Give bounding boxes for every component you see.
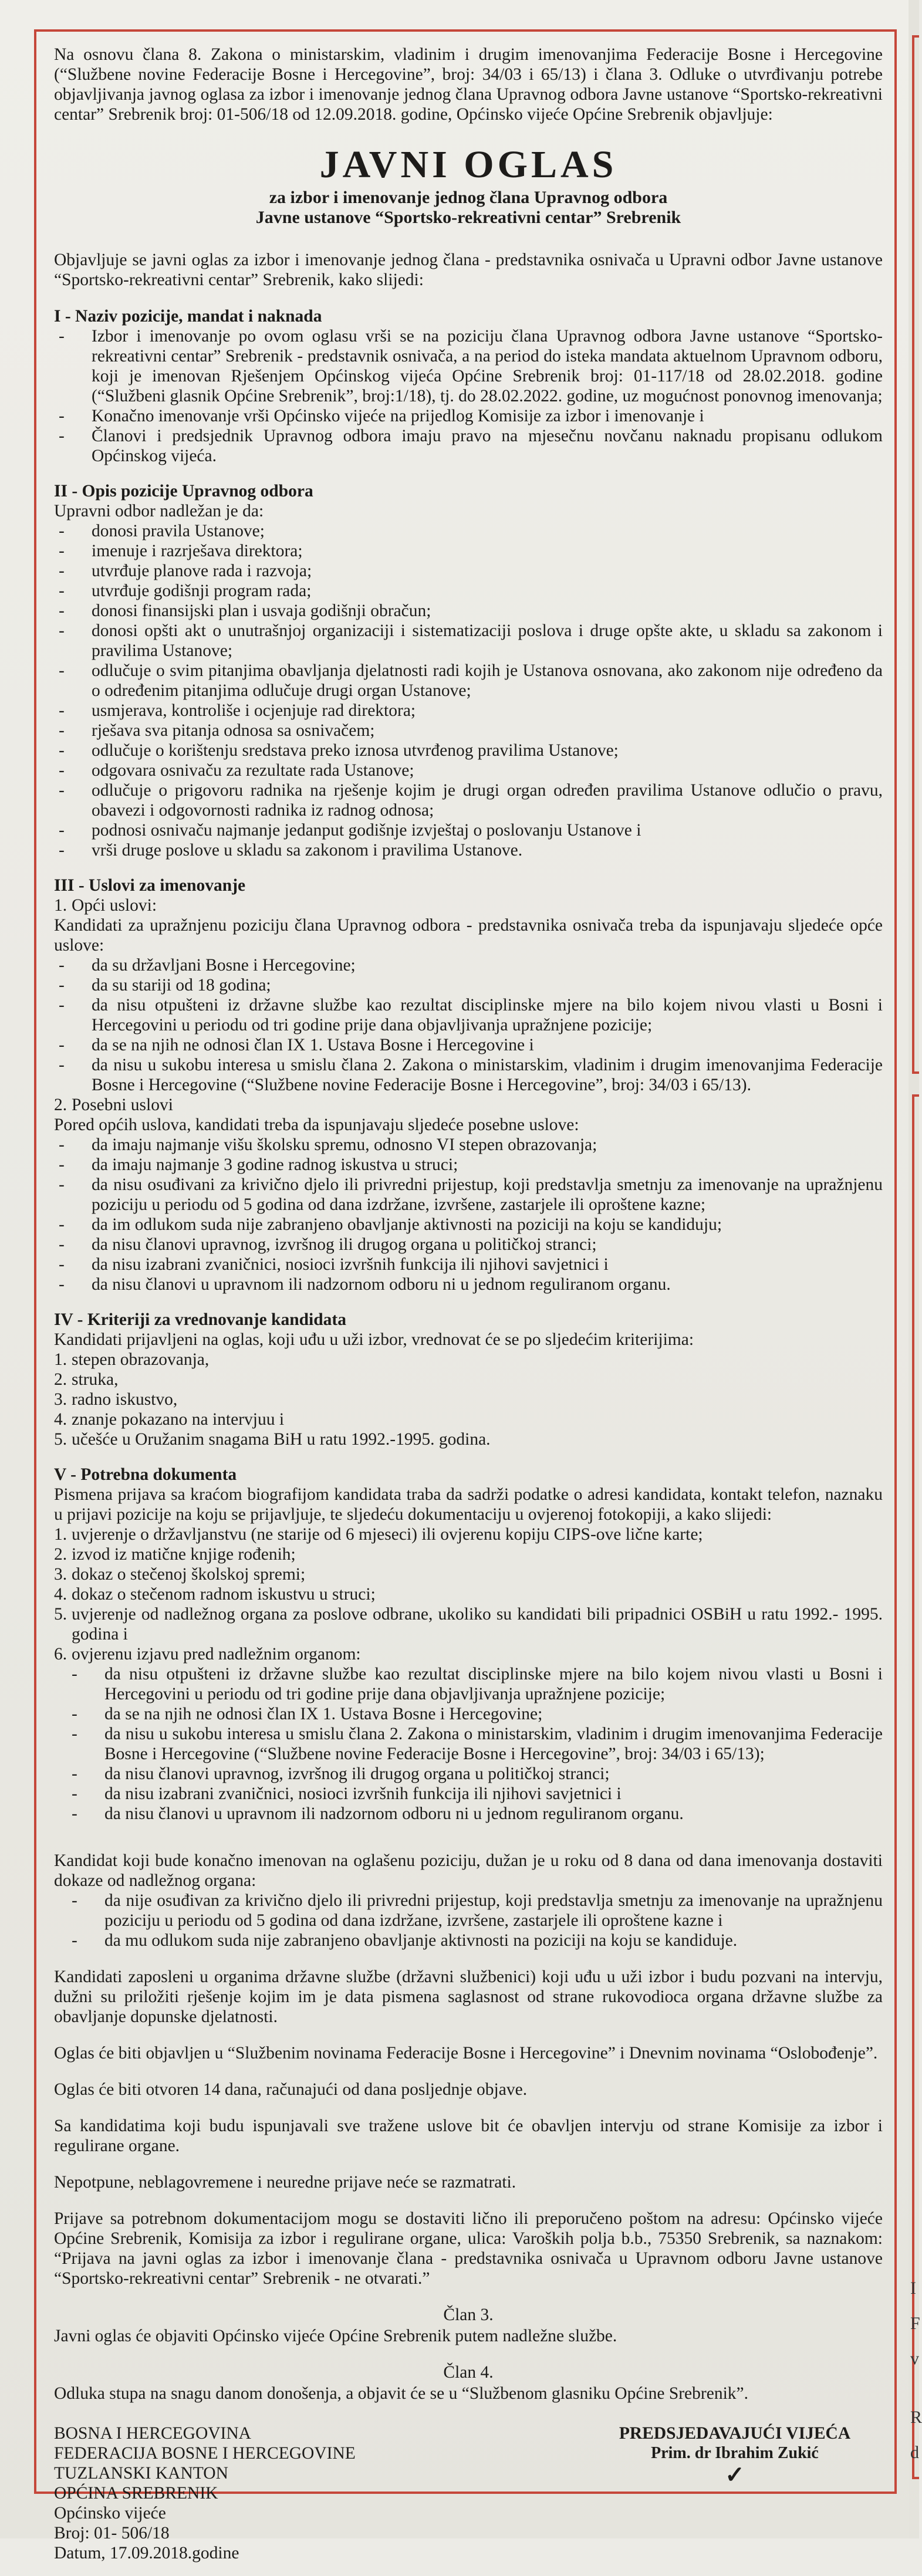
item-number: 2. xyxy=(54,1545,67,1564)
adjacent-column-fragment xyxy=(910,2271,922,2470)
list-item: - da nisu otpušteni iz državne službe kao rezultat disciplinske mjere na bilo kojem nivou vlasti u Bosni i Hercegovini u periodu od tri godine prije dana objavljivanja upražnjene pozicije; xyxy=(54,995,883,1035)
list-item xyxy=(54,1564,883,1584)
list-item xyxy=(54,1390,883,1409)
issuer-line: Datum, 17.09.2018.godine xyxy=(54,2544,239,2563)
list-item xyxy=(54,1350,883,1370)
edge-letter: d xyxy=(910,2443,919,2462)
item-number: 3. xyxy=(54,1565,67,1584)
list-item: - da nisu u sukobu interesa u smislu člana 2. Zakona o ministarskim, vladinim i drugim imenovanjima Federacije Bosne i Hercegovine (“Službene novine Federacije Bosne i Hercegovine”, broj: 34/03 i 65/13). xyxy=(54,1055,883,1095)
announcement-body xyxy=(54,45,883,2576)
civil-servants-paragraph: Kandidati zaposleni u organima državne službe (državni službenici) koji uđu u uži izbor i budu pozvani na intervju, dužni su priložiti rješenje kojim im je data pismena saglasnost od strane rukovodioca organa državne službe za obavljanje dopunske djelatnosti. xyxy=(54,1968,883,2026)
submission-address-paragraph: Prijave sa potrebnom dokumentacijom mogu se dostaviti lično ili preporučeno poštom na adresu: Općinsko vijeće Općine Srebrenik, Komisija za izbor i regulirane organe, ulica: Varoških polja b.b., 75350 Srebrenik, sa naznakom: “Prijava na javni oglas za izbor i imenovanje člana - predstavnika osnivača u Upravnom odboru Javne ustanove “Sportsko-rekreativni centar” Srebrenik - ne otvarati.” xyxy=(54,2209,883,2288)
item-label: Posebni uslovi xyxy=(72,1096,173,1114)
item-text: uvjerenje o državljanstvu (ne starije od 6 mjeseci) ili ovjerenu kopiju CIPS-ove lične karte; xyxy=(72,1525,703,1544)
list-item: - da mu odlukom suda nije zabranjeno obavljanje aktivnosti na poziciji na koju se kandiduje. xyxy=(54,1931,883,1950)
list-item: - donosi pravila Ustanove; xyxy=(54,521,883,541)
list-item: - odlučuje o korištenju sredstava preko iznosa utvrđenog pravilima Ustanove; xyxy=(54,741,883,760)
list-item: - da se na njih ne odnosi član IX 1. Ustava Bosne i Hercegovine i xyxy=(54,1035,883,1055)
list-item: - da nisu izabrani zvaničnici, nosioci izvršnih funkcija ili njihovi savjetnici i xyxy=(54,1255,883,1275)
publication-paragraph: Oglas će biti objavljen u “Službenim novinama Federacije Bosne i Hercegovine” i Dnevnim novinama “Oslobođenje”. xyxy=(54,2044,878,2063)
list-item: - odlučuje o prigovoru radnika na rješenje kojim je drugi organ određen pravilima Ustanove odlučio o pravu, obavezi i odgovornosti radnika iz radnog odnosa; xyxy=(54,780,883,820)
item-text: dokaz o stečenom radnom iskustvu u struci; xyxy=(72,1585,376,1604)
list-item: - rješava sva pitanja odnosa sa osnivačem; xyxy=(54,721,883,741)
list-item: - da nisu članovi upravnog, izvršnog ili drugog organa u političkoj stranci; xyxy=(54,1235,883,1255)
article-4-heading: Član 4. xyxy=(443,2363,494,2382)
section-lead: Pored općih uslova, kandidati treba da ispunjavaju sljedeće posebne uslove: xyxy=(54,1115,579,1134)
signature-mark: ✓ xyxy=(725,2462,745,2488)
list-item: - da nisu otpušteni iz državne službe kao rezultat disciplinske mjere na bilo kojem nivou vlasti u Bosni i Hercegovini u periodu od tri godine prije dana objavljivanja upražnjene pozicije; xyxy=(54,1664,883,1704)
list-item: - utvrđuje godišnji program rada; xyxy=(54,581,883,601)
announcement-subtitle: za izbor i imenovanje jednog člana Upravnog odbora xyxy=(269,188,668,207)
list-item xyxy=(54,1604,883,1644)
list-item: - imenuje i razrješava direktora; xyxy=(54,541,883,561)
list-item: - da nisu osuđivani za krivično djelo ili privredni prijestup, koji predstavlja smetnju za imenovanje na upražnjenu poziciju u periodu od 5 godina od dana izdržane, izvršene, zastarjele ili oproštene kazne; xyxy=(54,1175,883,1215)
edge-letter: F xyxy=(910,2314,920,2333)
documents-list xyxy=(54,1524,883,1664)
item-text: dokaz o stečenoj školskoj spremi; xyxy=(72,1565,306,1584)
announcement-subtitle-institution: Javne ustanove “Sportsko-rekreativni centar” Srebrenik xyxy=(255,208,681,227)
issuer-block xyxy=(54,2423,465,2563)
list-item: - da nisu izabrani zvaničnici, nosioci izvršnih funkcija ili njihovi savjetnici i xyxy=(54,1784,883,1804)
incomplete-applications-paragraph: Nepotpune, neblagovremene i neuredne prijave neće se razmatrati. xyxy=(54,2173,516,2192)
list-item xyxy=(54,1584,883,1604)
section-heading-criteria: IV - Kriteriji za vrednovanje kandidata xyxy=(54,1310,346,1329)
item-text: izvod iz matične knjige rođenih; xyxy=(72,1545,296,1564)
adjacent-ad-border-top xyxy=(912,35,919,1074)
issuer-line: OPĆINA SREBRENIK xyxy=(54,2484,218,2503)
item-number: 1. xyxy=(54,896,67,915)
list-item: - da su državljani Bosne i Hercegovine; xyxy=(54,955,883,975)
interview-paragraph: Sa kandidatima koji budu ispunjavali sve tražene uslove bit će obavljen intervju od strane Komisije za izbor i regulirane organe. xyxy=(54,2117,883,2155)
item-number: 1. xyxy=(54,1525,67,1544)
list-item: - usmjerava, kontroliše i ocjenjuje rad direktora; xyxy=(54,701,883,721)
chairman-name: Prim. dr Ibrahim Zukić xyxy=(651,2444,819,2462)
item-text: uvjerenje od nadležnog organa za poslove odbrane, ukoliko su kandidati bili pripadnici OSBiH u ratu 1992.- 1995. godina i xyxy=(72,1605,883,1644)
list-item xyxy=(54,1544,883,1564)
list-item: - odgovara osnivaču za rezultate rada Ustanove; xyxy=(54,760,883,780)
item-text: radno iskustvo, xyxy=(72,1390,178,1409)
issuer-line: Broj: 01- 506/18 xyxy=(54,2524,170,2543)
list-item: - da nisu u sukobu interesa u smislu člana 2. Zakona o ministarskim, vladinim i drugim imenovanjima Federacije Bosne i Hercegovine (“Službene novine Federacije Bosne i Hercegovine”, broj: 34/03 i 65/13); xyxy=(54,1724,883,1764)
lead-paragraph: Objavljuje se javni oglas za izbor i imenovanje jednog člana - predstavnika osnivača u Upravni odbor Javne ustanove “Sportsko-rekreativni centar” Srebrenik, kako slijedi: xyxy=(54,251,883,289)
list-item: - da imaju najmanje višu školsku spremu, odnosno VI stepen obrazovanja; xyxy=(54,1135,883,1155)
edge-letter: I xyxy=(910,2278,916,2298)
list-item: - da se na njih ne odnosi član IX 1. Ustava Bosne i Hercegovine; xyxy=(54,1704,883,1724)
list-item: - da nisu članovi u upravnom ili nadzornom odboru ni u jednom reguliranom organu. xyxy=(54,1275,883,1294)
list-item: - Članovi i predsjednik Upravnog odbora imaju pravo na mjesečnu novčanu naknadu propisanu odlukom Općinskog vijeća. xyxy=(54,426,883,466)
section-heading-description: II - Opis pozicije Upravnog odbora xyxy=(54,482,313,501)
section-lead: Upravni odbor nadležan je da: xyxy=(54,502,264,520)
list-item: - da su stariji od 18 godina; xyxy=(54,975,883,995)
duties-list xyxy=(54,521,883,860)
section-lead: Kandidati prijavljeni na oglas, koji uđu u uži izbor, vrednovat će se po sljedećim kriterijima: xyxy=(54,1330,694,1349)
list-item: - donosi opšti akt o unutrašnjoj organizaciji i sistematizaciji poslova i druge opšte akte, u skladu sa zakonom i pravilima Ustanove; xyxy=(54,621,883,661)
item-text: ovjerenu izjavu pred nadležnim organom: xyxy=(72,1645,361,1664)
signature-block xyxy=(54,2423,883,2576)
list-item xyxy=(54,1429,883,1449)
duration-paragraph: Oglas će biti otvoren 14 dana, računajući od dana posljednje objave. xyxy=(54,2080,528,2099)
item-number: 3. xyxy=(54,1390,67,1409)
list-item: - odlučuje o svim pitanjima obavljanja djelatnosti radi kojih je Ustanova osnovana, ako zakonom nije određeno da o određenim pitanjima odlučuje drugi organ Ustanove; xyxy=(54,661,883,701)
item-number: 2. xyxy=(54,1370,67,1389)
item-number: 2. xyxy=(54,1096,67,1114)
final-proof-list xyxy=(54,1891,883,1950)
item-text: znanje pokazano na intervjuu i xyxy=(72,1410,285,1429)
list-item xyxy=(54,1409,883,1429)
special-conditions-label xyxy=(54,1095,883,1115)
article-4-text: Odluka stupa na snagu danom donošenja, a objavit će se u “Službenom glasniku Općine Srebrenik”. xyxy=(54,2384,748,2403)
issuer-line: FEDERACIJA BOSNE I HERCEGOVINE xyxy=(54,2444,356,2463)
list-item: - da nisu članovi upravnog, izvršnog ili drugog organa u političkoj stranci; xyxy=(54,1764,883,1784)
issuer-line: TUZLANSKI KANTON xyxy=(54,2464,228,2483)
general-conditions-label xyxy=(54,895,883,915)
section-heading-documents: V - Potrebna dokumenta xyxy=(54,1465,237,1484)
list-item xyxy=(54,1524,883,1544)
item-number: 5. xyxy=(54,1430,67,1449)
section-lead: Pismena prijava sa kraćom biografijom kandidata traba da sadrži podatke o adresi kandidata, kontakt telefon, naznaku u prijavi pozicije na koju se prijavljuje, te sljedeću dokumentaciju u ovjerenoj fotokopiji, a kako slijedi: xyxy=(54,1485,883,1524)
item-number: 4. xyxy=(54,1585,67,1604)
list-item: - utvrđuje planove rada i razvoja; xyxy=(54,561,883,581)
item-text: učešće u Oružanim snagama BiH u ratu 1992.-1995. godina. xyxy=(72,1430,491,1449)
section-heading-conditions: III - Uslovi za imenovanje xyxy=(54,876,246,895)
article-3-text: Javni oglas će objaviti Općinsko vijeće Općine Srebrenik putem nadležne službe. xyxy=(54,2327,617,2345)
legal-basis-paragraph: Na osnovu člana 8. Zakona o ministarskim, vladinim i drugim imenovanjima Federacije Bosne i Hercegovine (“Službene novine Federacije Bosne i Hercegovine”, broj: 34/03 i 65/13) i člana 3. Odluke o utvrđivanju potrebe objavljivanja javnog oglasa za izbor i imenovanje jednog člana Upravnog odbora Javne ustanove “Sportsko-rekreativni centar” Srebrenik broj: 01-506/18 od 12.09.2018. godine, Općinsko vijeće Općine Srebrenik objavljuje: xyxy=(54,45,883,124)
item-number: 5. xyxy=(54,1605,67,1624)
item-text: stepen obrazovanja, xyxy=(72,1350,210,1369)
item-number: 4. xyxy=(54,1410,67,1429)
list-item: - da nije osuđivan za krivično djelo ili privredni prijestup, koji predstavlja smetnju za imenovanje na upražnjenu poziciju u periodu od 5 godina od dana izdržane, izvršene, zastarjele ili oproštene kazne i xyxy=(54,1891,883,1931)
article-3-heading: Član 3. xyxy=(443,2305,494,2324)
final-candidate-paragraph: Kandidat koji bude konačno imenovan na oglašenu poziciju, dužan je u roku od 8 dana od dana imenovanja dostaviti dokaze od nadležnog organa: xyxy=(54,1851,883,1890)
statement-list xyxy=(54,1664,883,1824)
chairman-block xyxy=(594,2423,876,2488)
issuer-line: Općinsko vijeće xyxy=(54,2504,166,2523)
list-item: - Izbor i imenovanje po ovom oglasu vrši se na poziciju člana Upravnog odbora Javne ustanove “Sportsko-rekreativni centar” Srebrenik - predstavnik osnivača, a na period do isteka mandata aktuelnom Upravnom odboru, koji je imenovan Rješenjem Općinskog vijeća Općine Srebrenik broj: 01-117/18 od 28.02.2018. godine (“Službeni glasnik Općine Srebrenik”, broj:1/18), tj. do 28.02.2022. godine, uz mogućnost ponovnog imenovanja; xyxy=(54,326,883,406)
item-label: Opći uslovi: xyxy=(72,896,157,915)
item-text: struka, xyxy=(72,1370,119,1389)
announcement-title: JAVNI OGLAS xyxy=(319,143,617,186)
list-item: - da imaju najmanje 3 godine radnog iskustva u struci; xyxy=(54,1155,883,1175)
list-item: - vrši druge poslove u skladu sa zakonom i pravilima Ustanove. xyxy=(54,840,883,860)
criteria-list xyxy=(54,1350,883,1449)
section-lead: Kandidati za upražnjenu poziciju člana Upravnog odbora - predstavnika osnivača treba da ispunjavaju sljedeće opće uslove: xyxy=(54,916,883,955)
section-heading-position: I - Naziv pozicije, mandat i naknada xyxy=(54,307,322,326)
chairman-title: PREDSJEDAVAJUĆI VIJEĆA xyxy=(619,2424,851,2443)
list-item: - da nisu članovi u upravnom ili nadzornom odboru ni u jednom reguliranom organu. xyxy=(54,1804,883,1824)
issuer-line: BOSNA I HERCEGOVINA xyxy=(54,2424,251,2443)
edge-letter: v xyxy=(910,2349,919,2368)
edge-letter: R xyxy=(910,2408,922,2427)
list-item: - podnosi osnivaču najmanje jedanput godišnje izvještaj o poslovanju Ustanove i xyxy=(54,820,883,840)
special-conditions-list xyxy=(54,1135,883,1294)
list-item xyxy=(54,1370,883,1390)
list-item: - da im odlukom suda nije zabranjeno obavljanje aktivnosti na poziciji na koju se kandiduju; xyxy=(54,1215,883,1235)
position-list xyxy=(54,326,883,466)
list-item xyxy=(54,1644,883,1664)
item-number: 6. xyxy=(54,1645,67,1664)
general-conditions-list xyxy=(54,955,883,1095)
list-item: - donosi finansijski plan i usvaja godišnji obračun; xyxy=(54,601,883,621)
list-item: - Konačno imenovanje vrši Općinsko vijeće na prijedlog Komisije za izbor i imenovanje i xyxy=(54,406,883,426)
item-number: 1. xyxy=(54,1350,67,1369)
